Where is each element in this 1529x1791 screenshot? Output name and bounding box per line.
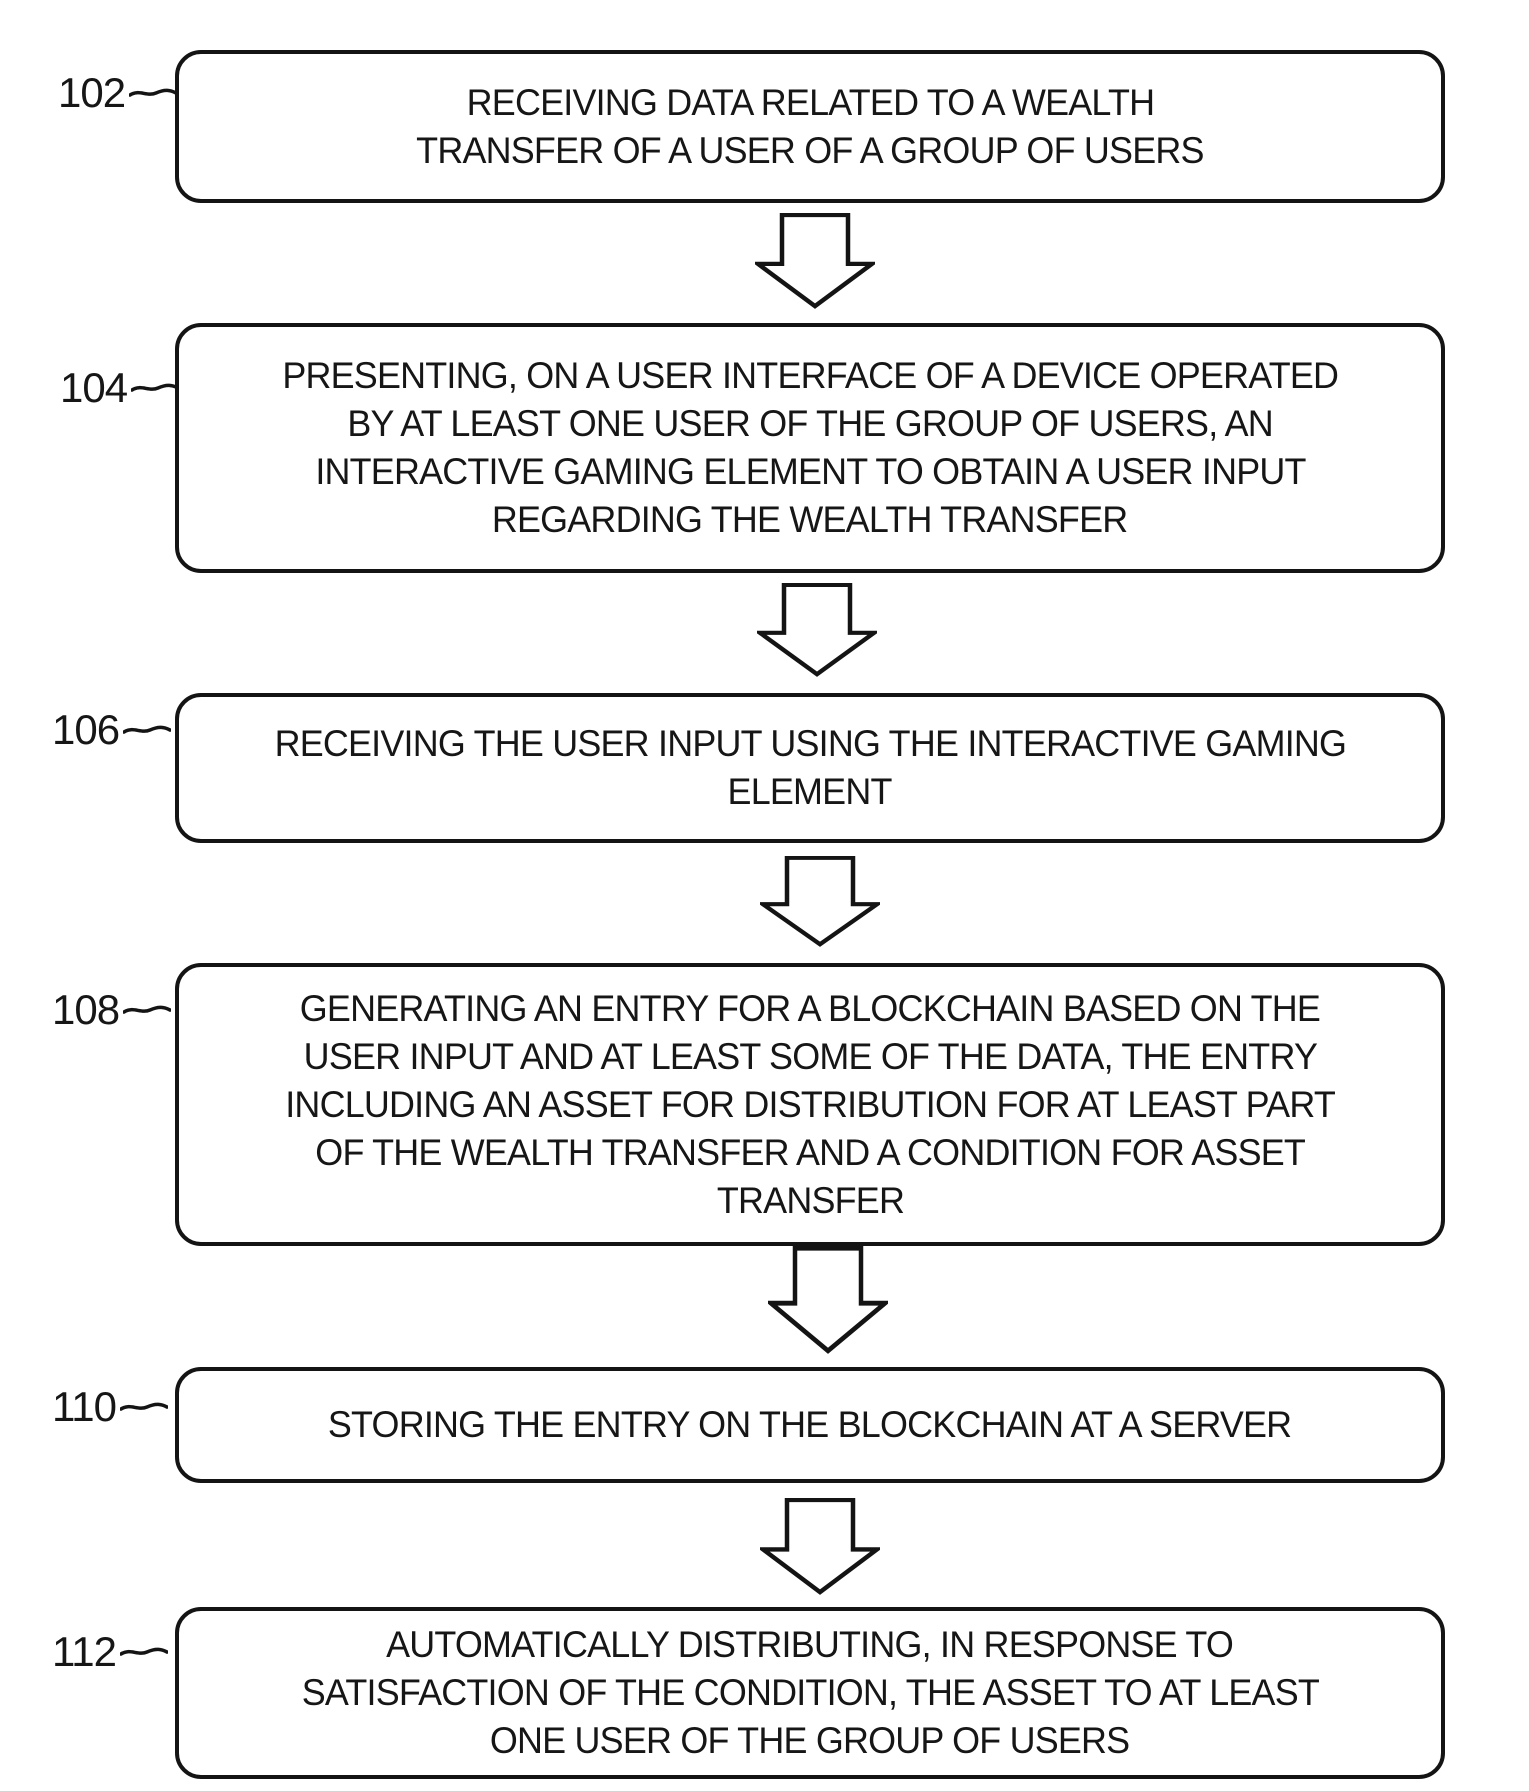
step-text-line: GENERATING AN ENTRY FOR A BLOCKCHAIN BASED ON THE — [299, 987, 1321, 1029]
step-box-108 — [175, 963, 1445, 1246]
down-arrow-icon — [760, 1498, 880, 1595]
ref-connector-line — [120, 1642, 168, 1662]
ref-label-110 — [52, 1382, 168, 1432]
step-text-line: INCLUDING AN ASSET FOR DISTRIBUTION FOR AT LEAST PART — [285, 1083, 1335, 1125]
step-text-line: PRESENTING, ON A USER INTERFACE OF A DEVICE OPERATED — [282, 355, 1338, 396]
down-arrow-icon — [757, 583, 877, 677]
step-text-line: ONE USER OF THE GROUP OF USERS — [490, 1720, 1130, 1761]
step-text-line: USER INPUT AND AT LEAST SOME OF THE DATA, THE ENTRY — [303, 1035, 1317, 1077]
step-box-110 — [175, 1367, 1445, 1483]
ref-connector-line — [129, 83, 177, 103]
step-text-line: TRANSFER — [716, 1179, 904, 1221]
ref-connector-line — [123, 1000, 171, 1020]
step-text-line: TRANSFER OF A USER OF A GROUP OF USERS — [416, 129, 1204, 171]
step-box-112 — [175, 1607, 1445, 1779]
ref-connector-line — [123, 720, 171, 740]
ref-number: 110 — [52, 1383, 116, 1430]
ref-label-102 — [58, 68, 177, 118]
step-text-line: RECEIVING DATA RELATED TO A WEALTH — [466, 81, 1154, 123]
step-text-line: REGARDING THE WEALTH TRANSFER — [492, 499, 1128, 540]
step-text-line: STORING THE ENTRY ON THE BLOCKCHAIN AT A SERVER — [328, 1404, 1292, 1445]
ref-label-104 — [60, 363, 179, 413]
ref-label-112 — [52, 1627, 168, 1677]
step-text-line: BY AT LEAST ONE USER OF THE GROUP OF USERS, AN — [347, 403, 1273, 444]
ref-number: 108 — [52, 986, 120, 1033]
ref-connector-line — [120, 1397, 168, 1417]
step-text-line: SATISFACTION OF THE CONDITION, THE ASSET TO AT LEAST — [301, 1672, 1319, 1713]
step-box-106 — [175, 693, 1445, 843]
step-box-102 — [175, 50, 1445, 203]
step-text-line: ELEMENT — [727, 771, 893, 812]
ref-connector-line — [131, 378, 179, 398]
down-arrow-icon — [760, 856, 880, 947]
down-arrow-icon — [768, 1246, 888, 1354]
step-text-line: INTERACTIVE GAMING ELEMENT TO OBTAIN A USER INPUT — [314, 451, 1306, 492]
ref-number: 104 — [60, 364, 128, 411]
step-text-line: RECEIVING THE USER INPUT USING THE INTERACTIVE GAMING — [274, 723, 1346, 764]
ref-number: 112 — [52, 1628, 116, 1675]
ref-number: 102 — [58, 69, 126, 116]
step-box-104 — [175, 323, 1445, 573]
step-text-line: AUTOMATICALLY DISTRIBUTING, IN RESPONSE TO — [386, 1624, 1234, 1665]
ref-label-108 — [52, 985, 171, 1035]
step-text-line: OF THE WEALTH TRANSFER AND A CONDITION FOR ASSET — [315, 1131, 1305, 1173]
ref-number: 106 — [52, 706, 120, 753]
ref-label-106 — [52, 705, 171, 755]
down-arrow-icon — [755, 213, 875, 309]
